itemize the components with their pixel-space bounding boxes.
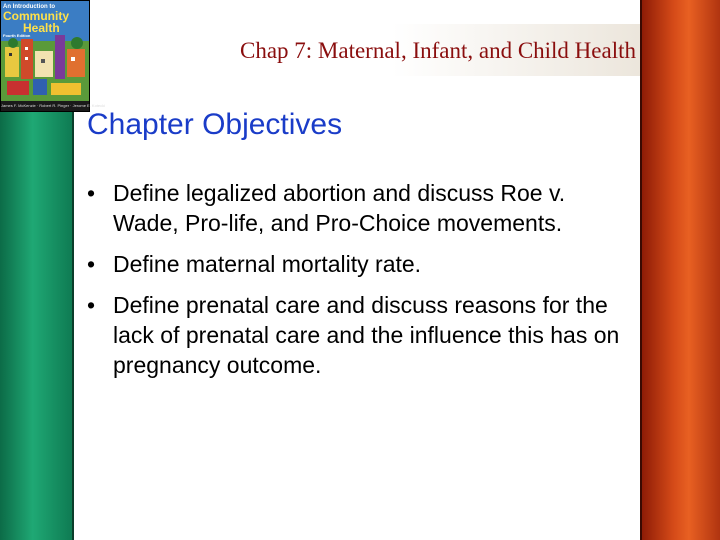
book-cover-edition: Fourth Edition bbox=[3, 33, 31, 38]
bullet-text: Define prenatal care and discuss reasons for the lack of prenatal care and the influence this has on pregnancy outcome. bbox=[113, 292, 620, 378]
book-cover-authors: James F. McKenzie · Robert R. Pinger · Jerome E. Kotecki bbox=[1, 101, 89, 111]
book-cover-line1: Community bbox=[3, 9, 69, 23]
bullet-glyph: • bbox=[87, 251, 96, 277]
slide-title: Chapter Objectives bbox=[87, 108, 343, 141]
book-cover-title bbox=[3, 4, 87, 38]
objectives-list bbox=[87, 178, 637, 391]
bullet-glyph: • bbox=[87, 180, 96, 206]
right-orange-bar bbox=[642, 0, 720, 540]
list-item bbox=[87, 249, 637, 279]
bullet-glyph: • bbox=[87, 292, 96, 318]
list-item bbox=[87, 178, 637, 238]
book-cover-small-line: An Introduction to bbox=[3, 4, 55, 10]
right-bar-edge bbox=[640, 0, 642, 540]
left-bar-edge bbox=[72, 110, 74, 540]
header-title: Chap 7: Maternal, Infant, and Child Health bbox=[239, 38, 636, 63]
bullet-text: Define legalized abortion and discuss Roe v. Wade, Pro-life, and Pro-Choice movements. bbox=[113, 180, 566, 236]
bullet-text: Define maternal mortality rate. bbox=[113, 251, 422, 277]
book-cover-line2: Health bbox=[23, 21, 60, 35]
book-cover-image bbox=[0, 0, 106, 112]
list-item bbox=[87, 290, 637, 380]
